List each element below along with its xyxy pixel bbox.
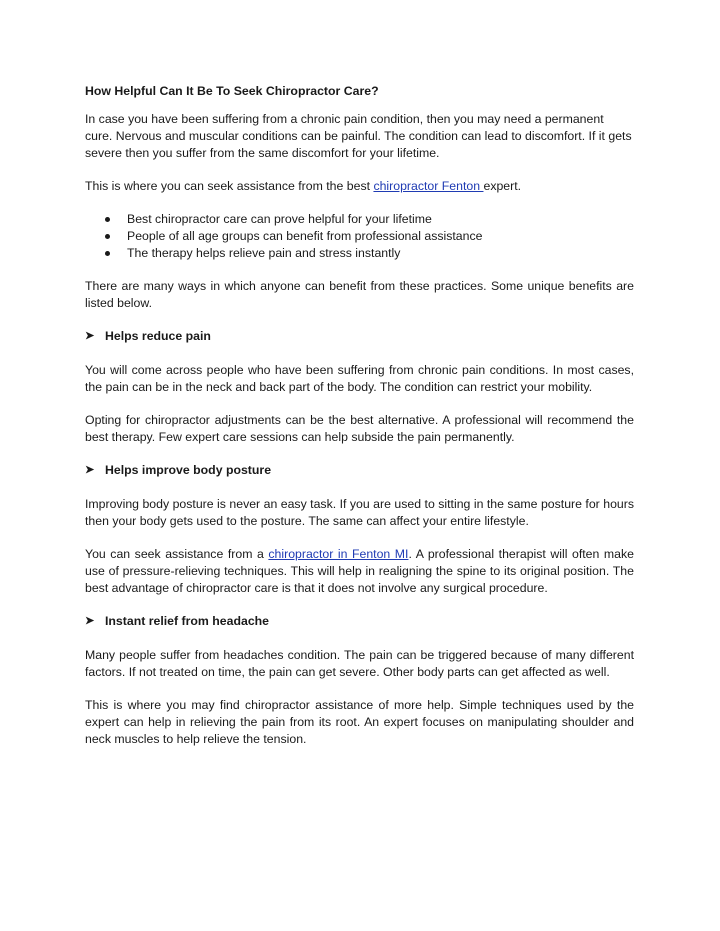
chiropractor-fenton-mi-link[interactable]: chiropractor in Fenton MI	[268, 547, 409, 561]
list-item	[85, 228, 634, 245]
section-paragraph: Opting for chiropractor adjustments can be the best alternative. A professional will recommend the best therapy. Few expert care sessions can help subside the pain permanently.	[85, 413, 634, 444]
intro-paragraph: In case you have been suffering from a chronic pain condition, then you may need a permanent cure. Nervous and muscular conditions can be painful. The condition can lead to discomfort. If it gets severe then you suffer from the same discomfort for your lifetime.	[85, 112, 632, 160]
paragraph-text-after: . A professional therapist will often make use of pressure-relieving techniques. This will help in realigning the spine to its original position. The best advantage of chiropractor care is that it does not involve any surgical procedure.	[85, 547, 634, 595]
list-item	[85, 211, 634, 228]
section-heading-body-posture	[85, 462, 634, 479]
section-paragraph: Many people suffer from headaches condition. The pain can be triggered because of many different factors. If not treated on time, the pain can get severe. Other body parts can get affected as well.	[85, 648, 634, 679]
benefit-list	[85, 211, 634, 262]
list-item-label: The therapy helps relieve pain and stress instantly	[127, 246, 401, 260]
paragraph-text-before: You can seek assistance from a	[85, 547, 269, 561]
arrowhead-bullet-icon: ➤	[85, 464, 95, 476]
section-paragraph: You will come across people who have been suffering from chronic pain conditions. In most cases, the pain can be in the neck and back part of the body. The condition can restrict your mobility.	[85, 363, 634, 394]
assistance-text-before: This is where you can seek assistance from the best	[85, 179, 374, 193]
section-paragraph: This is where you may find chiropractor assistance of more help. Simple techniques used by the expert can help in relieving the pain from its root. An expert focuses on manipulating shoulder and neck muscles to help relieve the tension.	[85, 698, 634, 746]
section-heading-label: Helps reduce pain	[105, 329, 211, 343]
section-heading-headache	[85, 613, 634, 630]
section-heading-reduce-pain	[85, 328, 634, 345]
section-paragraph-with-link	[85, 546, 634, 597]
document-title: How Helpful Can It Be To Seek Chiropractor Care?	[85, 84, 379, 98]
assistance-paragraph	[85, 178, 634, 195]
list-item-label: Best chiropractor care can prove helpful for your lifetime	[127, 212, 432, 226]
section-heading-label: Helps improve body posture	[105, 463, 272, 477]
list-item-label: People of all age groups can benefit from professional assistance	[127, 229, 483, 243]
section-paragraph: Improving body posture is never an easy task. If you are used to sitting in the same posture for hours then your body gets used to the posture. The same can affect your entire lifestyle.	[85, 497, 634, 528]
list-item	[85, 245, 634, 262]
arrowhead-bullet-icon: ➤	[85, 615, 95, 627]
assistance-text-after: expert.	[483, 179, 522, 193]
section-heading-label: Instant relief from headache	[105, 614, 270, 628]
bullet-icon	[105, 251, 110, 256]
arrowhead-bullet-icon: ➤	[85, 330, 95, 342]
bullet-icon	[105, 217, 110, 222]
ways-paragraph: There are many ways in which anyone can benefit from these practices. Some unique benefits are listed below.	[85, 279, 634, 310]
bullet-icon	[105, 234, 110, 239]
chiropractor-fenton-link[interactable]: chiropractor Fenton	[373, 179, 484, 193]
